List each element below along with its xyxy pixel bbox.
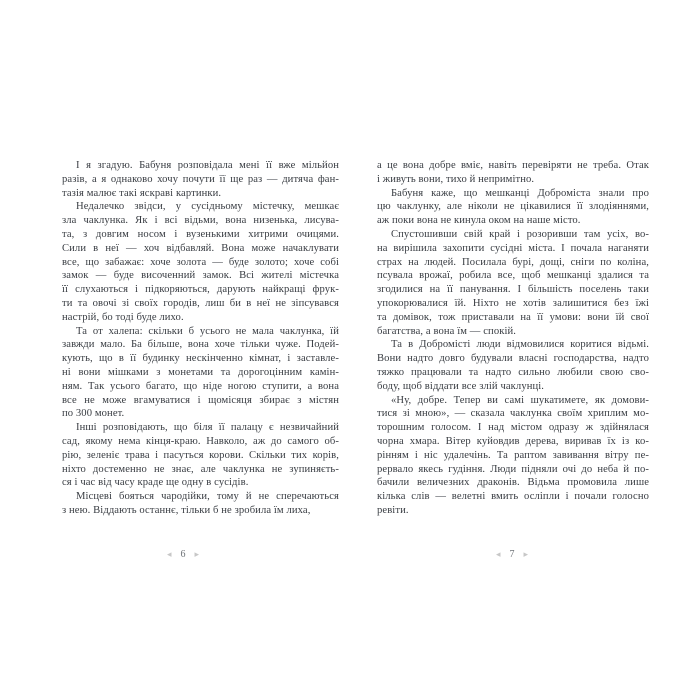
text-line: Вони надто довго будували власні господарства, надто [377,353,649,365]
text-line: Місцеві бояться чародійки, тому й не сперечаються [76,491,339,503]
next-page-icon[interactable]: ▸ [194,549,200,560]
text-line: кілька слів — велетні вмить осліпли і почали голосно [377,491,649,503]
text-line: боду, щоб віддати все злій чаклунці. [377,380,545,392]
text-line: ні вони мішками з монетами та дорогоцінним камін- [62,366,339,378]
text-line: з нею. Віддають останнє, тільки б не зробила їм лиха, [62,504,311,516]
text-line: а це вона добре вміє, навіть перевіряти не треба. Отак [377,160,649,171]
pager-right [377,547,647,563]
text-line: Недалечко звідси, у сусідньому містечку, мешкає [76,201,339,213]
text-line: згодилися на її панування. І більшість поселень таки [377,284,649,296]
text-line: рервало якесь гудіння. Люди підняли очі до неба й по- [377,463,649,475]
text-line: та, з довгим носом і вузенькими хитрими очицями. [62,228,339,240]
text-line: все, що забажає: хоче золота — буде золото; хоче собі [62,256,339,268]
text-line: страх на людей. Посилала бурі, дощі, сніги по коліна, [377,256,649,268]
text-line: ти та овочі зі своїх городів, лиш би в неї не зіпсувався [62,297,339,309]
text-line: аж поки вона не кинула оком на наше місто. [377,215,581,227]
text-line: ся і час від часу краде ще одну в сусідів. [62,477,249,489]
text-line: ням. Так усього багато, що ніде ногою ступити, а вона [62,380,339,392]
page-number-left: 6 [180,549,186,560]
text-line: торошним голосом. І над містом одразу ж здійнялася [377,422,649,434]
text-line: ревіти. [377,504,409,516]
text-line: завжди мало. Ба більше, вона хоче тільки чуже. Подей- [62,339,339,351]
text-line: Спустошивши свій край і розоривши там усіх, во- [391,228,649,240]
book-page-right [377,159,649,518]
text-line: та домівок, тож приставали на її умови: вони їй свої [377,311,649,323]
text-line: упокорювалися їй. Ніхто не хотів залишитися без їжі [377,297,649,309]
prev-page-icon[interactable]: ◂ [166,549,172,560]
text-line: Сили в неї — хоч відбавляй. Вона може начаклувати [62,242,339,254]
text-line: тися зі мною», — сказала чаклунка своїм хриплим мо- [377,408,649,420]
text-line: замок — буде височенний замок. Всі жителі містечка [62,270,339,282]
text-line: на вирішила захопити сусідні міста. І почала наганяти [377,242,649,254]
text-line: Інші розповідають, що біля її палацу є незвичайний [76,422,339,434]
text-line: багатства, а вона їм — спокій. [377,325,517,337]
next-page-icon-right[interactable]: ▸ [523,549,529,560]
text-line: псувала врожаї, робила все, щоб мешканці здалися та [377,270,649,282]
text-line: настрій, бо тоді буде лихо. [62,311,184,323]
pager-left [62,547,304,563]
text-line: Та в Добромісті люди відмовилися коритися відьмі. [391,339,649,351]
text-line: Бабуня каже, що мешканці Доброміста знали про [391,187,649,199]
text-line: її слухаються і підкоряються, дарують найкращі фрук- [62,284,339,296]
text-line: сад, якому нема кінця-краю. Навколо, аж до самого об- [62,435,339,447]
text-line: разів, а я однаково хочу почути її ще раз — дитяча фан- [62,173,339,185]
text-line: рію, зеленіє трава і пасуться корови. Скільки тих корів, [62,449,339,461]
text-line: Та от халепа: скільки б усього не мала чаклунка, їй [76,325,339,337]
text-line: кують, що в її будинку нескінченно кімнат, і заставле- [62,353,339,365]
text-line: чорна хмара. Вітер куйовдив дерева, виривав їх із ко- [377,435,649,447]
text-line: тяжко працювали та надто сильно любили свою сво- [377,366,649,378]
text-line: ніхто достеменно не знає, але чаклунка не зупиняєть- [62,463,339,475]
text-line: рінням і ніс удалечінь. Та раптом завивання вітру пе- [377,449,649,461]
prev-page-icon-right[interactable]: ◂ [495,549,501,560]
text-line: І я згадую. Бабуня розповідала мені її вже мільйон [76,160,339,171]
text-line: «Ну, добре. Тепер ви самі шукатимете, як домови- [391,394,649,406]
text-line: зла чаклунка. Як і всі відьми, вона низенька, лисува- [62,215,339,227]
text-line: цю чаклунку, але ніколи не цікавилися її злодіяннями, [377,201,649,213]
text-line: тазія малює такі яскраві картинки. [62,187,222,199]
text-line: по 300 монет. [62,408,125,420]
text-line: все не може вгамуватися і щомісяця збирає з містян [62,394,339,406]
text-line: бачили величезних драконів. Відьма промовила лише [377,477,649,489]
page-number-right: 7 [509,549,515,560]
book-page-left [62,159,339,518]
text-line: і живуть вони, тихо й непримітно. [377,173,535,185]
